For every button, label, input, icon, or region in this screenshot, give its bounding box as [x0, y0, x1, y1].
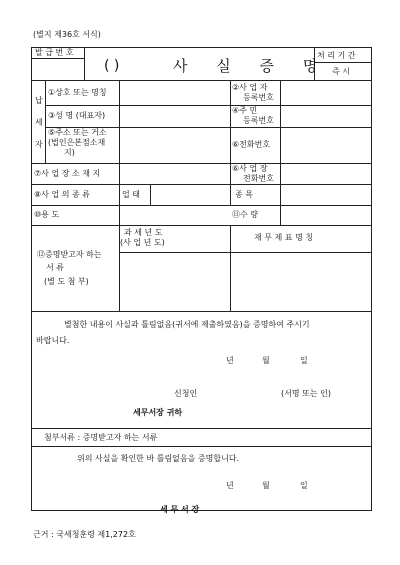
processing-label: 처 리 기 간: [317, 51, 356, 60]
divider: [31, 446, 372, 447]
date-year: 년: [226, 356, 234, 365]
confirm-date-day: 일: [300, 481, 308, 490]
divider: [31, 225, 372, 226]
date-month: 월: [262, 356, 270, 365]
divider: [31, 184, 372, 185]
bp-phone-label: 전화번호: [243, 174, 274, 183]
taxpayer-side-label: 납: [35, 96, 43, 105]
purpose-label: ⑩용 도: [34, 210, 60, 219]
location-label: ⑦사 업 장 소 재 지: [34, 169, 101, 178]
confirm-text: 위의 사실을 확인한 바 틀림없음을 증명합니다.: [77, 454, 240, 463]
address-label: (법인은본점소재: [48, 138, 106, 147]
proof-target-label: (별 도 첨 부): [44, 277, 89, 286]
divider: [31, 311, 372, 312]
divider: [84, 47, 85, 80]
tax-year-label: (사 업 년 도): [120, 238, 165, 247]
issue-no-label: 발 급 번 호: [35, 48, 74, 57]
divider: [31, 163, 372, 164]
title-paren: ( ): [104, 58, 120, 74]
taxpayer-side-label: 세: [35, 118, 43, 127]
item-label: 종 목: [235, 190, 253, 199]
divider: [150, 184, 151, 205]
phone-label: ⑥전화번호: [232, 140, 271, 149]
proof-target-label: ⑫증명받고자 하는: [37, 250, 102, 259]
divider: [31, 80, 372, 81]
address-label: ⑤주소 또는 거소: [48, 128, 107, 137]
taxpayer-side-label: 자: [35, 140, 43, 149]
addressee: 세무서장 귀하: [133, 408, 183, 417]
applicant-label: 신청인: [174, 389, 198, 398]
confirm-date-year: 년: [226, 481, 234, 490]
divider: [31, 205, 372, 206]
divider: [280, 80, 281, 225]
date-day: 일: [300, 356, 308, 365]
confirm-date-month: 월: [262, 481, 270, 490]
form-code: (별지 제36호 서식): [33, 30, 101, 39]
request-text: 별첨한 내용이 사실과 틀림없음(귀서에 제출하였음)을 증명하여 주시기: [64, 320, 310, 329]
category-label: 업 태: [122, 190, 140, 199]
quantity-label: ⑪수 량: [232, 210, 258, 219]
resident-no-label: ④주 민: [232, 106, 258, 115]
divider: [119, 80, 120, 163]
processing-value: 즉 시: [332, 67, 350, 76]
business-name-label: ①상호 또는 명칭: [48, 88, 107, 97]
address-label: 지): [64, 148, 75, 157]
divider: [31, 58, 84, 59]
biz-reg-no-label: ②사 업 자: [232, 83, 268, 92]
footer-basis: 근거 : 국세청훈령 제1,272호: [33, 530, 136, 539]
signature-note: (서명 또는 인): [281, 389, 331, 398]
biz-reg-no-label: 등록번호: [243, 93, 274, 102]
divider: [31, 428, 372, 429]
page-title: 사 실 증 명: [173, 57, 330, 75]
request-text: 바랍니다.: [36, 336, 70, 345]
divider: [45, 105, 372, 106]
divider: [119, 252, 372, 253]
rep-name-label: ③성 명 (대표자): [48, 111, 106, 120]
divider: [230, 225, 231, 311]
statement-name-label: 재 무 제 표 명 칭: [254, 233, 314, 242]
issuer: 세 무 서 장: [160, 505, 200, 514]
divider: [45, 80, 46, 163]
tax-year-label: 과 세 년 도: [124, 228, 163, 237]
proof-target-label: 서 류: [46, 263, 64, 272]
bp-phone-label: ⑥사 업 장: [232, 164, 268, 173]
business-type-label: ⑧사 업 의 종 류: [34, 190, 90, 199]
divider: [119, 163, 120, 225]
attachment-label: 첨부서류 : 증명받고자 하는 서류: [44, 433, 158, 442]
resident-no-label: 등록번호: [243, 116, 274, 125]
divider: [230, 80, 231, 205]
